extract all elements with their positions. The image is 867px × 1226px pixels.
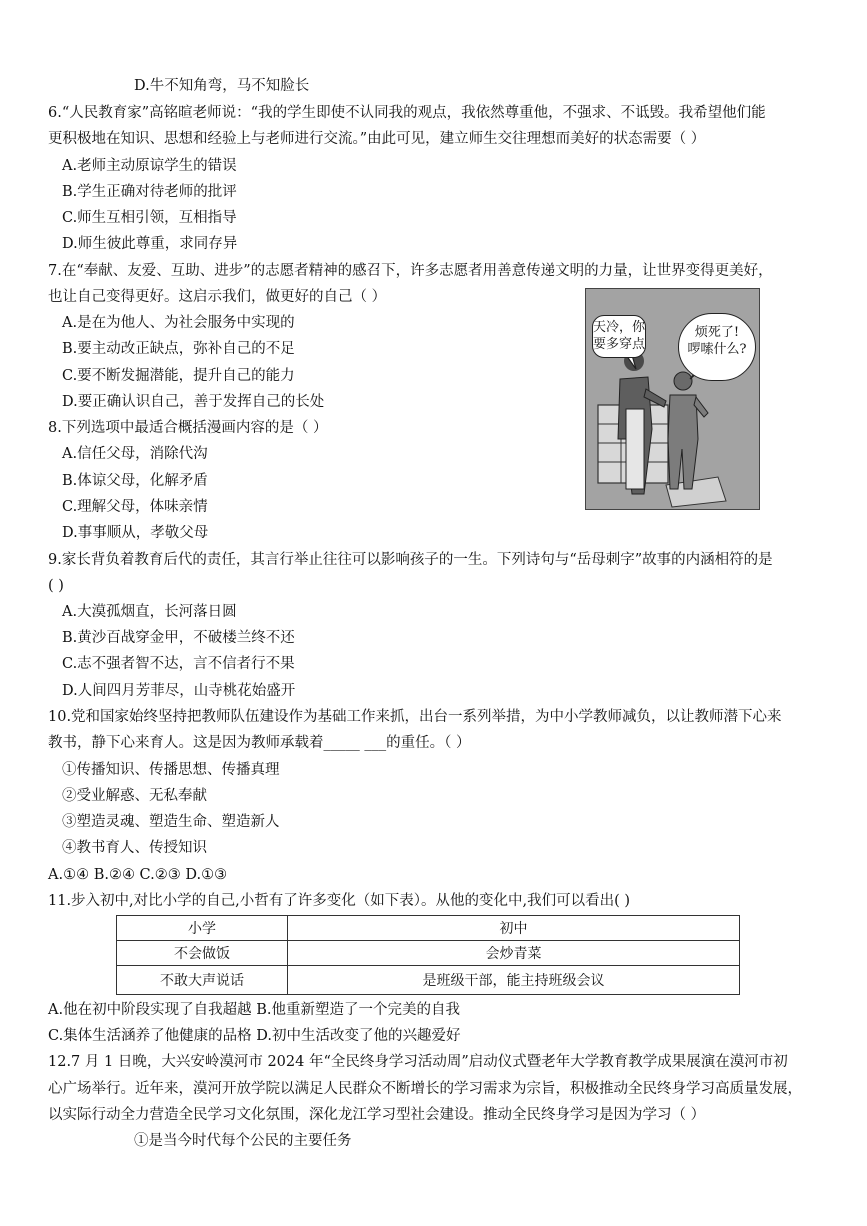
q6-option-d: D.师生彼此尊重，求同存异 xyxy=(62,236,238,252)
q7-option-b: B.要主动改正缺点，弥补自己的不足 xyxy=(62,341,295,357)
q10-item-3: ③塑造灵魂、塑造生命、塑造新人 xyxy=(62,814,280,830)
q10-item-2: ②受业解惑、无私奉献 xyxy=(62,788,207,804)
bubble-son-line2: 啰嗦什么? xyxy=(687,342,747,357)
q5-option-d: D.牛不知角弯，马不知脸长 xyxy=(134,78,310,94)
q9-option-b: B.黄沙百战穿金甲，不破楼兰终不还 xyxy=(62,630,295,646)
table-header-row xyxy=(117,916,740,941)
q9-option-a: A.大漠孤烟直，长河落日圆 xyxy=(62,604,237,620)
table-header-middle: 初中 xyxy=(288,916,740,941)
q8-option-a: A.信任父母，消除代沟 xyxy=(62,446,208,462)
q10-item-1: ①传播知识、传播思想、传播真理 xyxy=(62,762,280,778)
q6-stem-line1: 6.“人民教育家”高铭暄老师说：“我的学生即使不认同我的观点，我依然尊重他，不强求、不诋毁。我希望他们能 xyxy=(48,105,766,121)
q9-stem-line2: ( ) xyxy=(48,578,64,594)
q6-option-b: B.学生正确对待老师的批评 xyxy=(62,184,237,200)
table-header-primary: 小学 xyxy=(117,916,288,941)
q11-comparison-table xyxy=(116,915,740,995)
table-row xyxy=(117,941,740,966)
q8-option-d: D.事事顺从，孝敬父母 xyxy=(62,525,209,541)
q7-option-a: A.是在为他人、为社会服务中实现的 xyxy=(62,315,295,331)
q11-options-ab: A.他在初中阶段实现了自我超越 B.他重新塑造了一个完美的自我 xyxy=(48,1002,460,1018)
q7-stem-line1: 7.在“奉献、友爱、互助、进步”的志愿者精神的感召下，许多志愿者用善意传递文明的力量，让世界变得更美好， xyxy=(48,263,773,279)
q6-option-c: C.师生互相引领，互相指导 xyxy=(62,210,237,226)
q6-stem-line2: 更积极地在知识、思想和经验上与老师进行交流。”由此可见，建立师生交往理想而美好的状态需要（ ） xyxy=(48,131,706,147)
comic-illustration xyxy=(585,288,760,510)
table-cell: 会炒青菜 xyxy=(288,941,740,966)
q6-option-a: A.老师主动原谅学生的错误 xyxy=(62,158,237,174)
q12-stem-line3: 以实际行动全力营造全民学习文化氛围，深化龙江学习型社会建设。推动全民终身学习是因为学习（ ） xyxy=(48,1107,706,1123)
q12-stem-line1: 12.7 月 1 日晚，大兴安岭漠河市 2024 年“全民终身学习活动周”启动仪式暨老年大学教育教学成果展演在漠河市初 xyxy=(48,1054,788,1070)
bubble-mother-line1: 天冷，你 xyxy=(593,320,646,335)
q11-options-cd: C.集体生活涵养了他健康的品格 D.初中生活改变了他的兴趣爱好 xyxy=(48,1028,461,1044)
comic-bubble-son xyxy=(678,313,756,381)
bubble-mother-line2: 要多穿点 xyxy=(593,337,646,352)
comic-bubble-mother xyxy=(592,315,646,358)
q12-stem-line2: 心广场举行。近年来，漠河开放学院以满足人民群众不断增长的学习需求为宗旨，积极推动全民终身学习高质量发展， xyxy=(48,1081,802,1097)
q8-option-b: B.体谅父母，化解矛盾 xyxy=(62,473,208,489)
q7-option-d: D.要正确认识自己，善于发挥自己的长处 xyxy=(62,394,325,410)
table-row xyxy=(117,966,740,995)
q10-answer-options: A.①④ B.②④ C.②③ D.①③ xyxy=(48,867,228,883)
q10-item-4: ④教书育人、传授知识 xyxy=(62,840,207,856)
q10-stem-line1: 10.党和国家始终坚持把教师队伍建设作为基础工作来抓，出台一系列举措，为中小学教师减负，以让教师潜下心来 xyxy=(48,709,782,725)
q9-option-c: C.志不强者智不达，言不信者行不果 xyxy=(62,656,295,672)
q7-stem-line2: 也让自己变得更好。这启示我们，做更好的自己（ ） xyxy=(48,289,387,305)
q10-stem-line2: 教书，静下心来育人。这是因为教师承载着_____ ___的重任。（ ） xyxy=(48,735,471,751)
table-cell: 是班级干部，能主持班级会议 xyxy=(288,966,740,995)
table-cell: 不会做饭 xyxy=(117,941,288,966)
q8-stem: 8.下列选项中最适合概括漫画内容的是（ ） xyxy=(48,420,328,436)
q11-stem: 11.步入初中,对比小学的自己,小哲有了许多变化（如下表）。从他的变化中,我们可以看出( ) xyxy=(48,893,631,909)
table-cell: 不敢大声说话 xyxy=(117,966,288,995)
bubble-son-line1: 烦死了! xyxy=(694,325,740,340)
q9-stem-line1: 9.家长背负着教育后代的责任，其言行举止往往可以影响孩子的一生。下列诗句与“岳母刺字”故事的内涵相符的是 xyxy=(48,552,773,568)
q9-option-d: D.人间四月芳菲尽，山寺桃花始盛开 xyxy=(62,683,296,699)
q12-item-1: ①是当今时代每个公民的主要任务 xyxy=(134,1133,352,1149)
q8-option-c: C.理解父母，体味亲情 xyxy=(62,499,208,515)
q7-option-c: C.要不断发掘潜能，提升自己的能力 xyxy=(62,368,295,384)
